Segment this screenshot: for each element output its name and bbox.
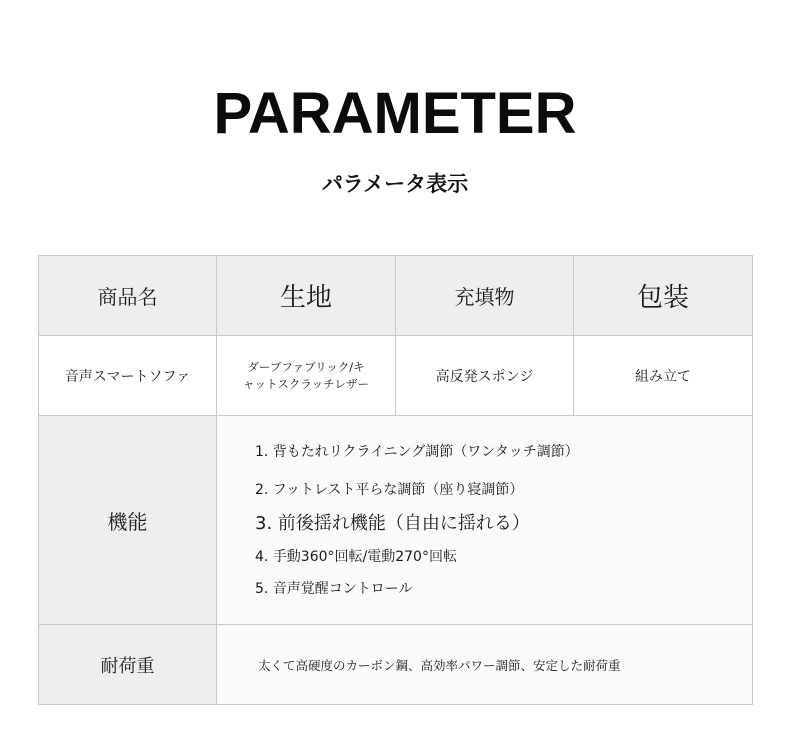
value-fabric (217, 336, 396, 416)
page-title: PARAMETER (213, 81, 577, 146)
load-label: 耐荷重 (39, 625, 217, 705)
feature-item: 4. 手動360°回転/電動270°回転 (255, 548, 457, 565)
load-row (39, 625, 753, 705)
header-filling: 充填物 (396, 256, 574, 336)
value-filling: 高反発スポンジ (396, 336, 574, 416)
table-header-row (39, 256, 753, 336)
parameter-table (38, 255, 753, 705)
features-row (39, 416, 753, 625)
load-text: 太くて高硬度のカーボン鋼、高効率パワー調節、安定した耐荷重 (217, 625, 753, 705)
features-cell (217, 416, 753, 625)
header-fabric: 生地 (217, 256, 396, 336)
page-subtitle: パラメータ表示 (321, 172, 469, 196)
header-product-name: 商品名 (39, 256, 217, 336)
features-label: 機能 (39, 416, 217, 625)
value-product-name: 音声スマートソファ (39, 336, 217, 416)
feature-item: 3. 前後揺れ機能（自由に揺れる） (255, 512, 530, 534)
features-list (217, 443, 752, 598)
value-packaging: 組み立て (574, 336, 753, 416)
value-fabric-line2: ャットスクラッチレザー (243, 376, 369, 391)
feature-item: 5. 音声覚醒コントロール (255, 580, 413, 597)
feature-item: 1. 背もたれリクライニング調節（ワンタッチ調節） (255, 443, 579, 460)
header-packaging: 包装 (574, 256, 753, 336)
value-fabric-line1: ダーブファブリック/キ (247, 359, 365, 374)
table-values-row (39, 336, 753, 416)
feature-item: 2. フットレスト平らな調節（座り寝調節） (255, 481, 524, 498)
